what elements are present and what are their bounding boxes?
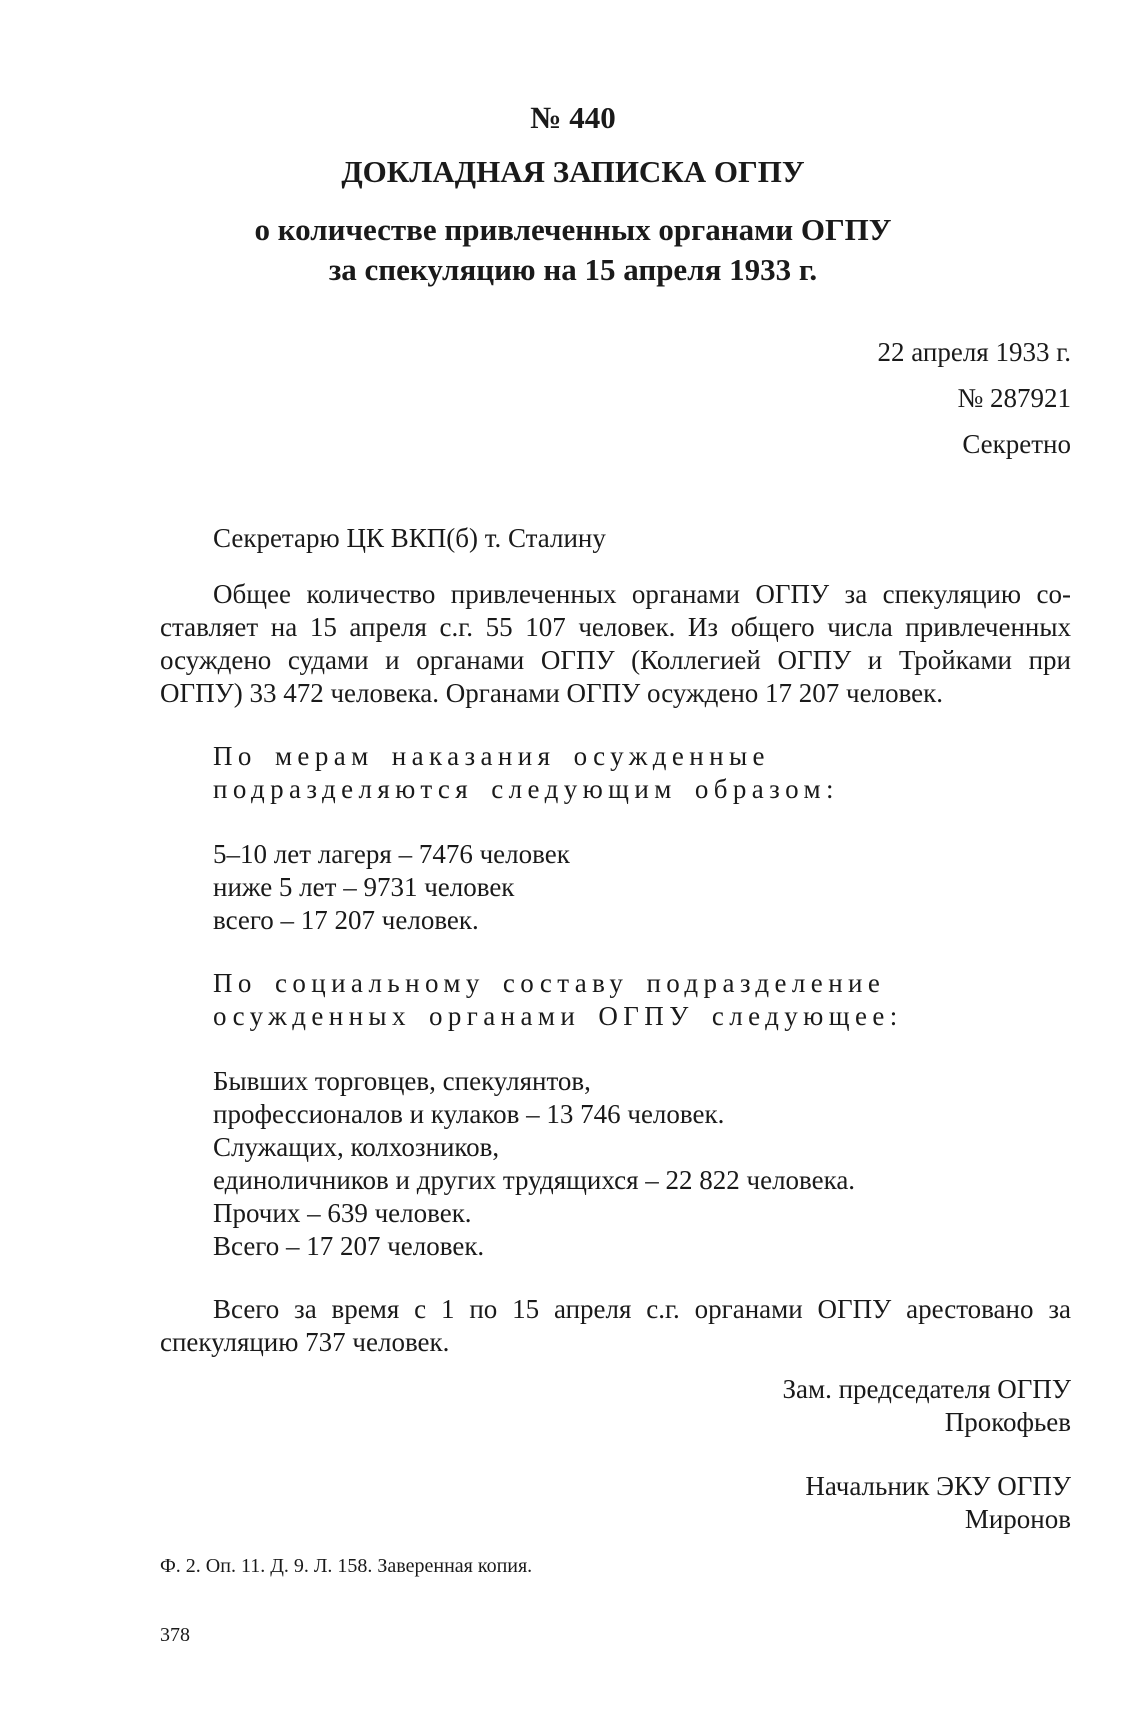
signature-title: Зам. председателя ОГПУ (782, 1374, 1071, 1404)
archival-source-note: Ф. 2. Оп. 11. Д. 9. Л. 158. Заверенная копия. (160, 1555, 533, 1577)
signature-name: Прокофьев (944, 1407, 1071, 1437)
punishment-heading (213, 740, 1071, 806)
subject-line: о количестве привлеченных органами ОГПУ (254, 212, 892, 247)
registration-number: № 287921 (957, 383, 1071, 413)
document-meta (878, 336, 1071, 474)
paragraph-line: ОГПУ) 33 472 человека. Органами ОГПУ осуждено 17 207 человек. (160, 678, 944, 708)
paragraph-line: спекуляцию 737 человек. (160, 1327, 450, 1357)
subject-line: за спекуляцию на 15 апреля 1933 г. (328, 252, 818, 287)
social-heading (213, 967, 1071, 1033)
paragraph-line: Общее количество привлеченных органами ОГПУ за спекуляцию со- (213, 579, 1071, 609)
heading-line: подразделяются следующим образом: (213, 774, 839, 804)
signature-name: Миронов (964, 1504, 1071, 1534)
list-item: 5–10 лет лагеря – 7476 человек (213, 839, 570, 869)
document-type-title: ДОКЛАДНАЯ ЗАПИСКА ОГПУ (341, 154, 805, 189)
list-item: Служащих, колхозников, (213, 1132, 500, 1162)
list-item: ниже 5 лет – 9731 человек (213, 872, 515, 902)
signature-eku-chief (805, 1470, 1071, 1536)
list-item: Всего – 17 207 человек. (213, 1231, 485, 1261)
heading-line: По мерам наказания осужденные (213, 741, 770, 771)
addressee: Секретарю ЦК ВКП(б) т. Сталину (213, 523, 606, 553)
social-list (213, 1065, 855, 1263)
paragraph-line: осуждено судами и органами ОГПУ (Коллегией ОГПУ и Тройками при (160, 645, 1071, 675)
page-number: 378 (160, 1624, 190, 1646)
punishment-list (213, 838, 570, 937)
paragraph-line: Всего за время с 1 по 15 апреля с.г. органами ОГПУ арестовано за (213, 1294, 1071, 1324)
document-subject (0, 210, 1146, 290)
heading-line: По социальному составу подразделение (213, 968, 886, 998)
signature-title: Начальник ЭКУ ОГПУ (805, 1471, 1071, 1501)
list-item: профессионалов и кулаков – 13 746 человек. (213, 1099, 725, 1129)
list-item: единоличников и других трудящихся – 22 822 человека. (213, 1165, 856, 1195)
document-number: № 440 (530, 100, 616, 135)
signature-deputy-chairman (782, 1373, 1071, 1439)
document-date: 22 апреля 1933 г. (877, 337, 1071, 367)
list-item: Бывших торговцев, спекулянтов, (213, 1066, 591, 1096)
list-item: всего – 17 207 человек. (213, 905, 479, 935)
arrest-paragraph (160, 1293, 1071, 1359)
paragraph-line: ставляет на 15 апреля с.г. 55 107 человек. Из общего числа привлеченных (160, 612, 1071, 642)
heading-line: осужденных органами ОГПУ следующее: (213, 1001, 903, 1031)
list-item: Прочих – 639 человек. (213, 1198, 472, 1228)
intro-paragraph (160, 578, 1071, 710)
classification-mark: Секретно (962, 429, 1071, 459)
